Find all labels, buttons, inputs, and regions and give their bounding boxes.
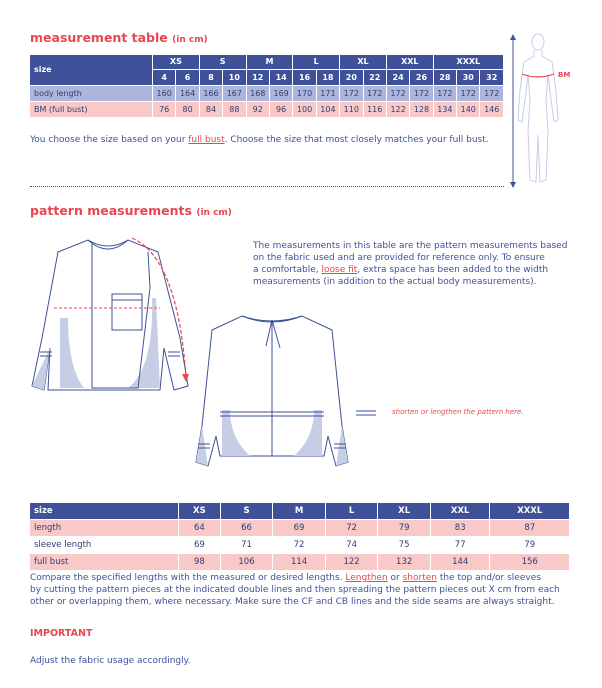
table-cell: 172 — [410, 85, 433, 101]
shorten-link: shorten — [402, 573, 437, 583]
size-number: 28 — [433, 69, 456, 85]
row-label: BM (full bust) — [30, 101, 153, 117]
table-cell: 167 — [223, 85, 246, 101]
size-number: 10 — [223, 69, 246, 85]
adjustment-paragraph: Compare the specified lengths with the measured or desired lengths. Lengthen or shorten the top and/or sleeves by cutting the pattern pieces at the indicated double lines and then spreading the pattern pieces out X cm from each other or overlapping them, where necessary. Make sure the CF and CB lines and the side seams are always straight. — [30, 573, 560, 607]
table-cell: 144 — [430, 554, 490, 571]
table-cell: 69 — [273, 520, 326, 537]
size-number: 22 — [363, 69, 386, 85]
table-cell: 92 — [246, 101, 269, 117]
table-cell: 140 — [457, 101, 480, 117]
table-cell: 71 — [220, 537, 273, 554]
size-number: 30 — [457, 69, 480, 85]
table-cell: 104 — [316, 101, 339, 117]
table-cell: 106 — [220, 554, 273, 571]
size-m: M — [246, 55, 293, 69]
size-number: 24 — [386, 69, 409, 85]
table-cell: 88 — [223, 101, 246, 117]
table-cell: 87 — [490, 520, 570, 537]
table-cell: 166 — [199, 85, 222, 101]
size-number: 18 — [316, 69, 339, 85]
size-column-header: M — [273, 503, 326, 520]
table-cell: 134 — [433, 101, 456, 117]
loose-fit-link: loose fit — [321, 265, 358, 275]
table-cell: 172 — [386, 85, 409, 101]
size-column-header: XS — [179, 503, 221, 520]
size-number: 16 — [293, 69, 316, 85]
size-xl: XL — [340, 55, 387, 69]
size-column-header: L — [325, 503, 378, 520]
table-cell: 83 — [430, 520, 490, 537]
size-column-header: XXL — [430, 503, 490, 520]
table-cell: 72 — [325, 520, 378, 537]
size-number: 26 — [410, 69, 433, 85]
table-cell: 74 — [325, 537, 378, 554]
table-cell: 146 — [480, 101, 504, 117]
size-number: 20 — [340, 69, 363, 85]
table-cell: 79 — [378, 520, 431, 537]
pattern-measurements-title: pattern measurements (in cm) — [30, 203, 232, 218]
full-bust-link: full bust — [188, 135, 225, 145]
size-number: 4 — [153, 69, 176, 85]
table-cell: 172 — [457, 85, 480, 101]
table-cell: 100 — [293, 101, 316, 117]
size-number: 8 — [199, 69, 222, 85]
table-cell: 172 — [363, 85, 386, 101]
legend-text: shorten or lengthen the pattern here. — [392, 408, 524, 416]
size-xxxl: XXXL — [433, 55, 503, 69]
size-header: size — [30, 55, 153, 85]
table-cell: 69 — [179, 537, 221, 554]
table-cell: 79 — [490, 537, 570, 554]
pattern-measurement-table — [30, 503, 570, 571]
table-cell: 172 — [480, 85, 504, 101]
table-cell: 110 — [340, 101, 363, 117]
table-cell: 122 — [386, 101, 409, 117]
table-cell: 66 — [220, 520, 273, 537]
front-garment-illustration — [28, 228, 198, 406]
size-s: S — [199, 55, 246, 69]
table-cell: 171 — [316, 85, 339, 101]
table-cell: 114 — [273, 554, 326, 571]
table-cell: 160 — [153, 85, 176, 101]
size-xxl: XXL — [386, 55, 433, 69]
row-label: full bust — [30, 554, 179, 571]
table-cell: 98 — [179, 554, 221, 571]
table-cell: 172 — [340, 85, 363, 101]
row-label: body length — [30, 85, 153, 101]
table-cell: 172 — [433, 85, 456, 101]
size-number: 6 — [176, 69, 199, 85]
table-cell: 132 — [378, 554, 431, 571]
table-cell: 170 — [293, 85, 316, 101]
important-text: Adjust the fabric usage accordingly. — [30, 656, 191, 666]
measurement-table — [30, 55, 504, 118]
table-cell: 168 — [246, 85, 269, 101]
measurement-table-title: measurement table (in cm) — [30, 30, 208, 45]
size-number: 14 — [269, 69, 292, 85]
row-label: sleeve length — [30, 537, 179, 554]
table-cell: 156 — [490, 554, 570, 571]
table-cell: 75 — [378, 537, 431, 554]
section-divider — [30, 186, 504, 187]
size-number: 12 — [246, 69, 269, 85]
bm-label: BM — [558, 71, 571, 79]
lengthen-link: Lengthen — [345, 573, 388, 583]
table-cell: 96 — [269, 101, 292, 117]
size-note: You choose the size based on your full bust. Choose the size that most closely matches your full bust. — [30, 135, 489, 145]
size-xs: XS — [153, 55, 200, 69]
row-label: length — [30, 520, 179, 537]
back-garment-illustration — [186, 306, 358, 476]
size-column-header: XXXL — [490, 503, 570, 520]
table-cell: 64 — [179, 520, 221, 537]
table-cell: 76 — [153, 101, 176, 117]
size-l: L — [293, 55, 340, 69]
size-column-header: XL — [378, 503, 431, 520]
table-cell: 128 — [410, 101, 433, 117]
table-cell: 77 — [430, 537, 490, 554]
table-cell: 164 — [176, 85, 199, 101]
table-cell: 80 — [176, 101, 199, 117]
double-line-icon — [356, 408, 376, 418]
size-header: size — [30, 503, 179, 520]
table-cell: 122 — [325, 554, 378, 571]
size-number: 32 — [480, 69, 504, 85]
pattern-intro: The measurements in this table are the pattern measurements based on the fabric used and are provided for reference only. To ensure a comfortable, loose fit, extra space has been added to the width measurements (in addition to the actual body measurements). — [253, 241, 568, 287]
body-figure-illustration — [500, 30, 580, 190]
important-heading: IMPORTANT — [30, 628, 93, 639]
table-cell: 169 — [269, 85, 292, 101]
size-column-header: S — [220, 503, 273, 520]
table-cell: 116 — [363, 101, 386, 117]
table-cell: 72 — [273, 537, 326, 554]
table-cell: 84 — [199, 101, 222, 117]
